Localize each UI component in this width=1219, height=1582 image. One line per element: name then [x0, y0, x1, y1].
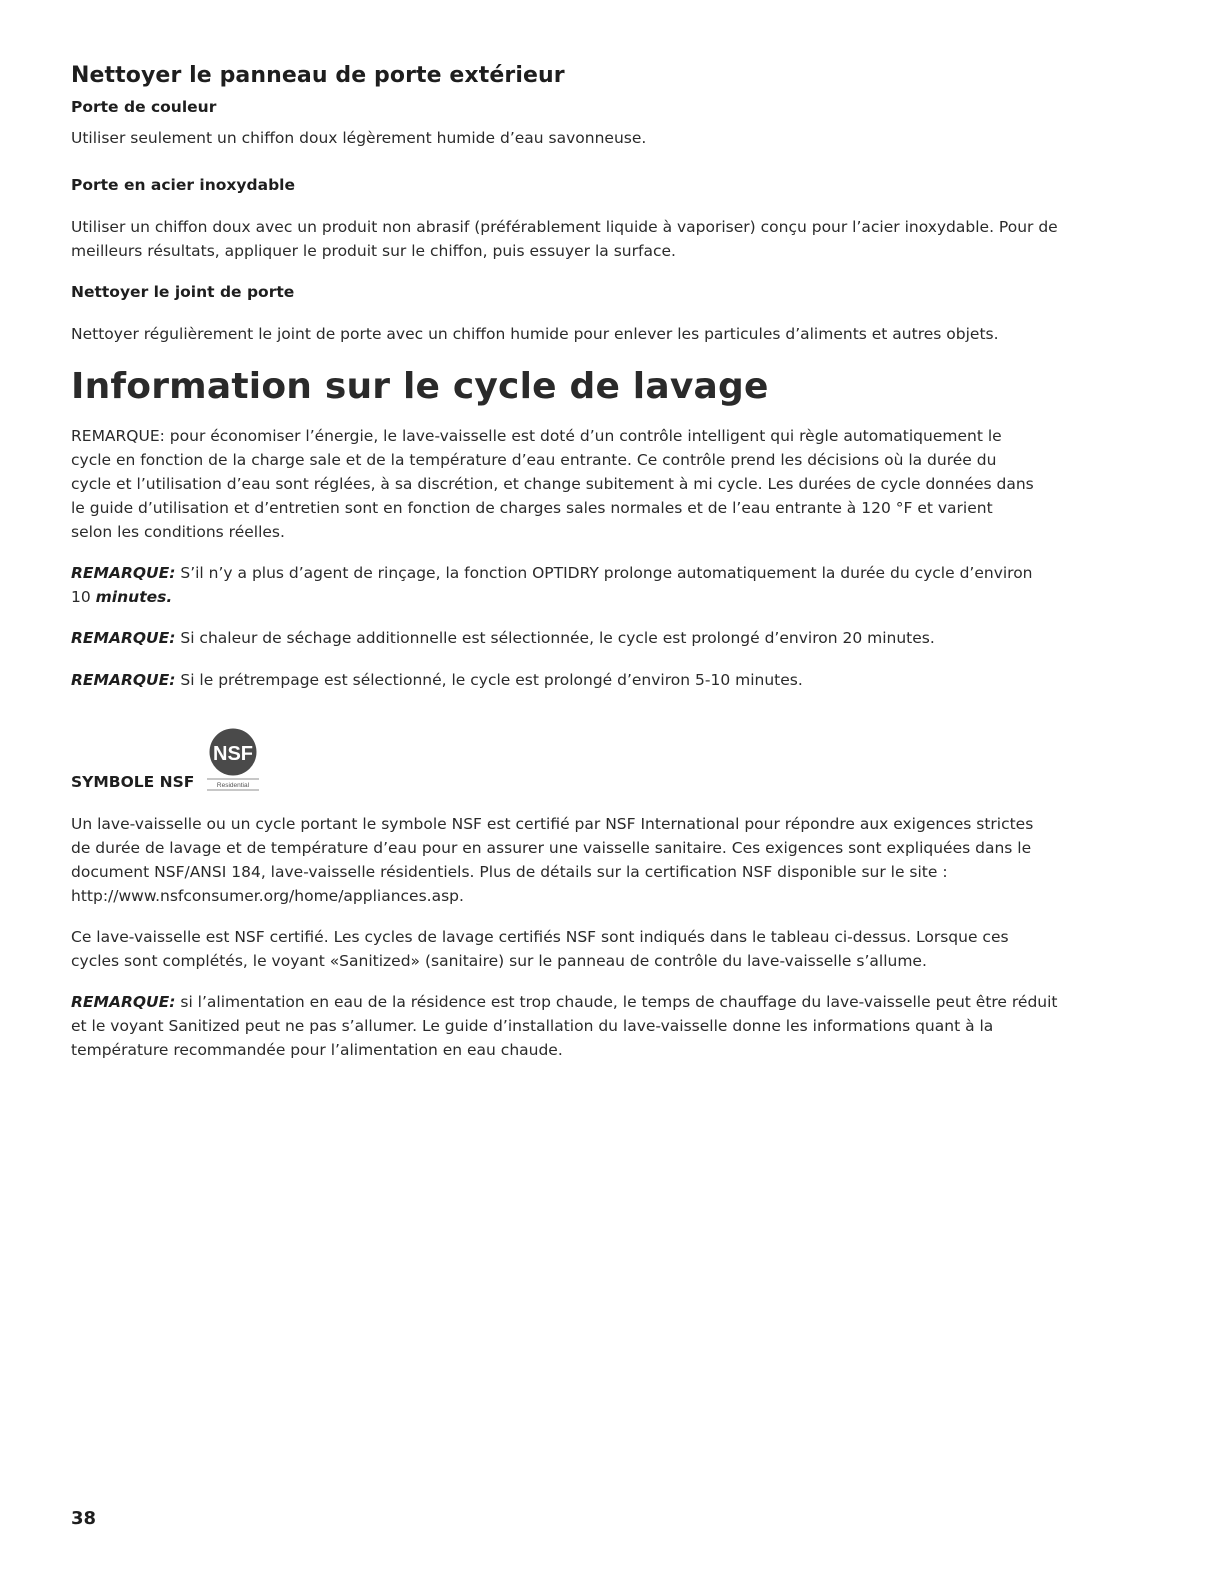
note-label: REMARQUE:: [71, 564, 176, 582]
note-text: Si chaleur de séchage additionnelle est sélectionnée, le cycle est prolongé d’environ 20 minutes.: [175, 629, 935, 647]
section-title-door-panel: Nettoyer le panneau de porte extérieur: [71, 63, 565, 88]
nsf-symbol-label: SYMBOLE NSF: [71, 773, 195, 791]
note-hot-water: [71, 990, 1071, 1062]
paragraph-nsf-certified: Ce lave-vaisselle est NSF certifié. Les cycles de lavage certifiés NSF sont indiqués dans le tableau ci-dessus. Lorsque ces cycles sont complétés, le voyant «Sanitized» (sanitaire) sur le panneau de contrôle du lave-vaisselle s’allume.: [71, 928, 1009, 970]
note-optidry: [71, 561, 1056, 609]
subheading-door-seal: Nettoyer le joint de porte: [71, 283, 295, 301]
note-prewash: [71, 668, 1071, 692]
paragraph-nsf-certification: Un lave-vaisselle ou un cycle portant le symbole NSF est certifié par NSF International pour répondre aux exigences strictes de durée de lavage et de température d’eau pour en assurer une vaisselle sanitaire. Ces exigences sont expliquées dans le document NSF/ANSI 184, lave-vaisselle résidentiels. Plus de détails sur la certification NSF disponible sur le site : http://www.nsfconsumer.org/home/appliances.asp.: [71, 815, 1034, 905]
note-text: S’il n’y a plus d’agent de rinçage, la fonction OPTIDRY prolonge automatiquement la durée du cycle d’environ 10: [71, 564, 1033, 606]
note-text: Si le prétrempage est sélectionné, le cycle est prolongé d’environ 5-10 minutes.: [175, 671, 803, 689]
nsf-logo-caption: Residential: [216, 782, 250, 789]
note-label: REMARQUE:: [71, 993, 176, 1011]
nsf-symbol-row: [71, 728, 371, 796]
paragraph-energy-note: REMARQUE: pour économiser l’énergie, le lave-vaisselle est doté d’un contrôle intelligent qui règle automatiquement le cycle en fonction de la charge sale et de la température d’eau entrante. Ce contrôle prend les décisions où la durée du cycle et l’utilisation d’eau sont réglées, à sa discrétion, et change subitement à mi cycle. Les durées de cycle données dans le guide d’utilisation et d’entretien sont en fonction de charges sales normales et de l’eau entrante à 120 °F et varient selon les conditions réelles.: [71, 427, 1034, 541]
paragraph-stainless-door: Utiliser un chiffon doux avec un produit non abrasif (préférablement liquide à vaporiser) conçu pour l’acier inoxydable. Pour de meilleurs résultats, appliquer le produit sur le chiffon, puis essuyer la surface.: [71, 218, 1058, 260]
subheading-stainless-door: Porte en acier inoxydable: [71, 176, 296, 194]
nsf-logo-icon: [205, 728, 261, 792]
note-emphasis: minutes.: [95, 588, 173, 606]
nsf-logo-text: NSF: [213, 743, 253, 765]
section-title-wash-cycle: Information sur le cycle de lavage: [71, 366, 769, 407]
subheading-colored-door: Porte de couleur: [71, 98, 217, 116]
paragraph-door-seal: Nettoyer régulièrement le joint de porte avec un chiffon humide pour enlever les particules d’aliments et autres objets.: [71, 325, 999, 343]
note-label: REMARQUE:: [71, 671, 176, 689]
paragraph-colored-door: Utiliser seulement un chiffon doux légèrement humide d’eau savonneuse.: [71, 129, 647, 147]
page-number: 38: [71, 1508, 97, 1529]
note-label: REMARQUE:: [71, 629, 176, 647]
note-text: si l’alimentation en eau de la résidence est trop chaude, le temps de chauffage du lave-vaisselle peut être réduit et le voyant Sanitized peut ne pas s’allumer. Le guide d’installation du lave-vaisselle donne les informations quant à la température recommandée pour l’alimentation en eau chaude.: [71, 993, 1058, 1059]
note-extra-drying: [71, 626, 1071, 650]
